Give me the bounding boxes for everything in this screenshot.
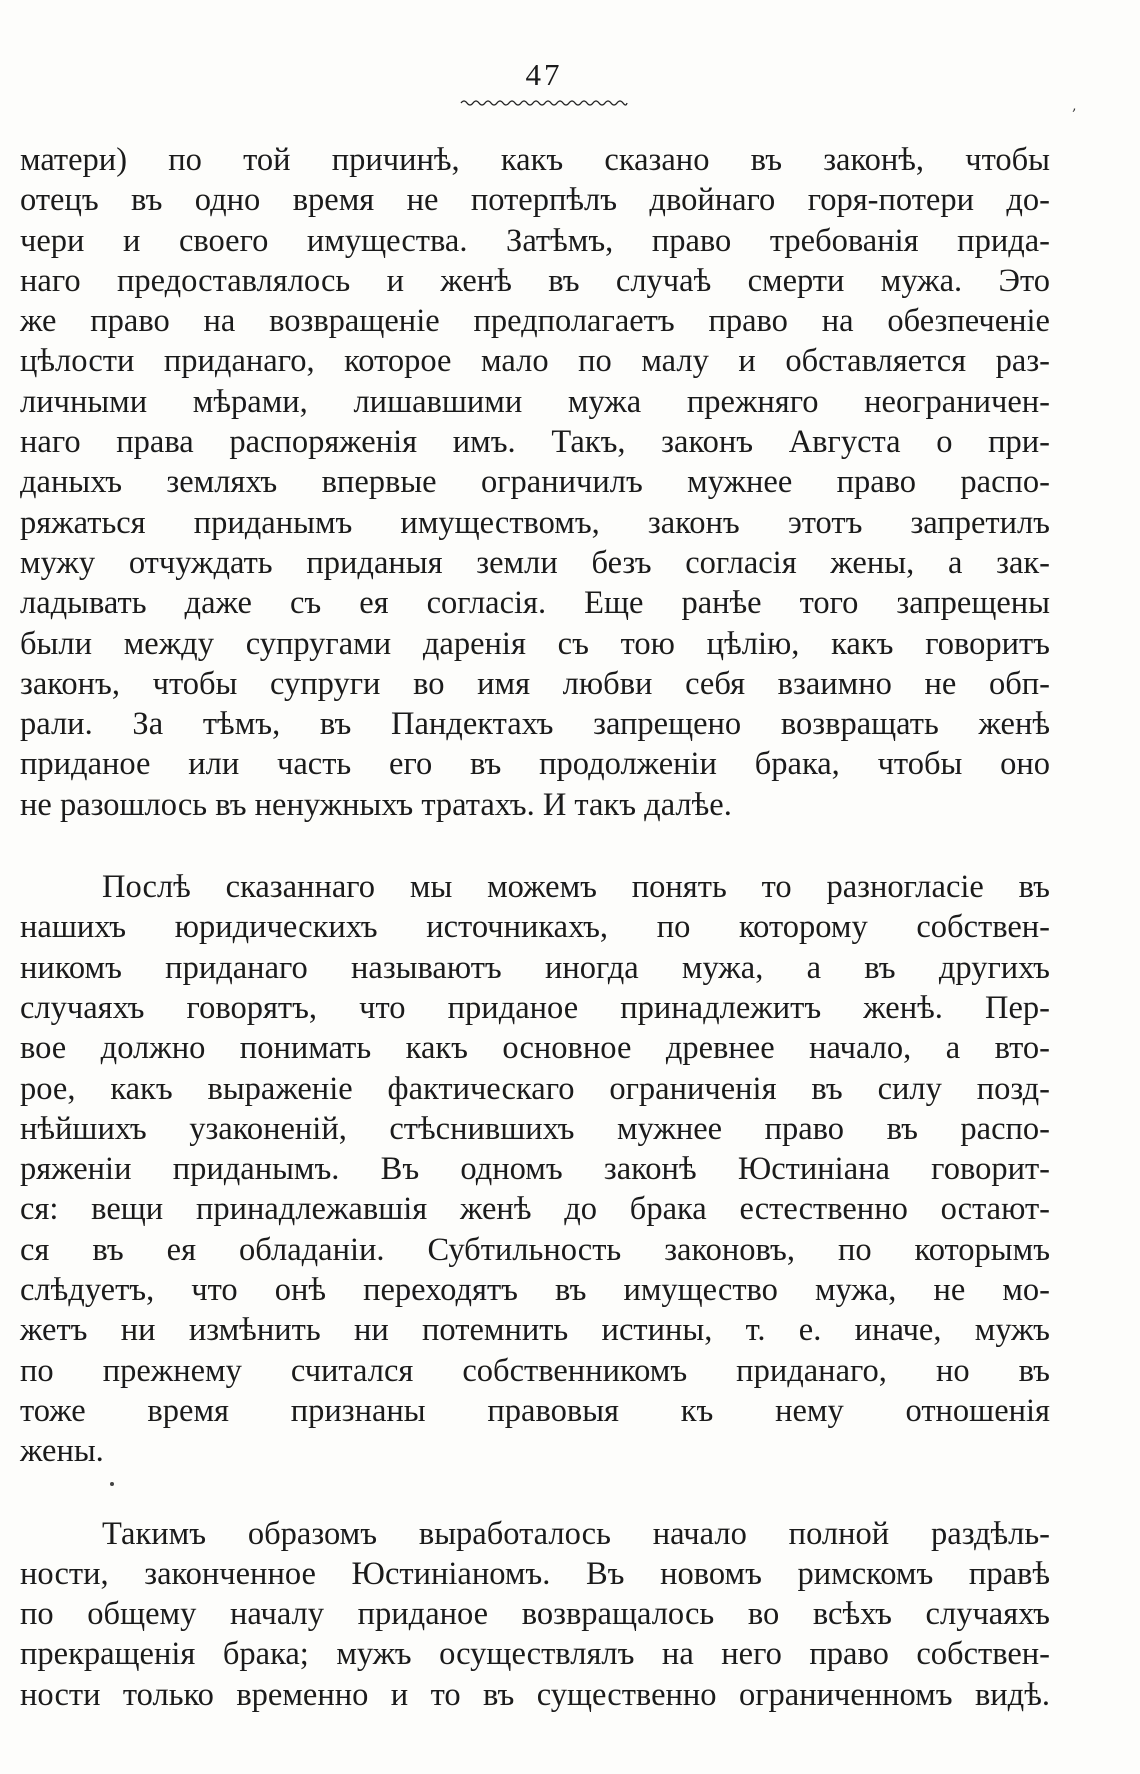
text-line: чери и своего имущества. Затѣмъ, право требованія прида- <box>20 222 1050 259</box>
paragraph-gap <box>20 1472 1050 1514</box>
text-line: ся: вещи принадлежавшія женѣ до брака естественно остают- <box>20 1191 1050 1228</box>
text-line: мужу отчуждать приданыя земли безъ согласія жены, а зак- <box>20 544 1050 581</box>
text-line: ся въ ея обладаніи. Субтильность законовъ, по которымъ <box>20 1231 1050 1268</box>
text-line: не разошлось въ ненужныхъ тратахъ. И такъ далѣе. <box>20 786 732 823</box>
paragraph-gap <box>20 825 1050 867</box>
text-line: Такимъ образомъ выработалось начало полной раздѣль- <box>102 1515 1050 1552</box>
text-line: же право на возвращеніе предполагаетъ право на обезпеченіе <box>20 303 1050 340</box>
wavy-rule-ornament <box>459 98 629 108</box>
text-line: рое, какъ выраженіе фактическаго ограниченія въ силу позд- <box>20 1070 1050 1107</box>
text-line: нашихъ юридическихъ источникахъ, по которому собствен- <box>20 909 1050 946</box>
text-line: Послѣ сказаннаго мы можемъ понять то разногласіе въ <box>102 869 1050 906</box>
body-text <box>20 140 1050 1715</box>
text-line: приданое или часть его въ продолженіи брака, чтобы оно <box>20 746 1050 783</box>
text-line: ности, законченное Юстиніаномъ. Въ новомъ римскомъ правѣ <box>20 1555 1050 1592</box>
page-number: 47 <box>525 57 563 92</box>
stray-print-mark: ‚ <box>1072 98 1077 114</box>
text-line: слѣдуетъ, что онѣ переходятъ въ имущество мужа, не мо- <box>20 1272 1050 1309</box>
text-line: жены. <box>20 1433 104 1470</box>
text-line: личными мѣрами, лишавшими мужа прежняго неограничен- <box>20 383 1050 420</box>
text-line: прекращенія брака; мужъ осуществлялъ на него право собствен- <box>20 1636 1050 1673</box>
text-line: случаяхъ говорятъ, что приданое принадлежитъ женѣ. Пер- <box>20 989 1050 1026</box>
paragraph-1 <box>20 140 1050 825</box>
text-line: ряженіи приданымъ. Въ одномъ законѣ Юстиніана говорит- <box>20 1151 1050 1188</box>
text-line: наго права распоряженія имъ. Такъ, законъ Августа о при- <box>20 424 1050 461</box>
text-line: жетъ ни измѣнить ни потемнить истины, т. е. иначе, мужъ <box>20 1312 1050 1349</box>
text-line: ряжаться приданымъ имуществомъ, законъ этотъ запретилъ <box>20 504 1050 541</box>
text-line: законъ, чтобы супруги во имя любви себя взаимно не обп- <box>20 665 1050 702</box>
text-line: рали. За тѣмъ, въ Пандектахъ запрещено возвращать женѣ <box>20 706 1050 743</box>
text-line: матери) по той причинѣ, какъ сказано въ законѣ, чтобы <box>20 142 1050 178</box>
text-line: по общему началу приданое возвращалось во всѣхъ случаяхъ <box>20 1596 1050 1633</box>
text-line: цѣлости приданаго, которое мало по малу и обставляется раз- <box>20 343 1050 380</box>
text-line: тоже время признаны правовыя къ нему отношенія <box>20 1392 1050 1429</box>
text-line: были между супругами даренія съ тою цѣлію, какъ говоритъ <box>20 625 1050 662</box>
text-line: по прежнему считался собственникомъ приданаго, но въ <box>20 1352 1050 1389</box>
text-line: наго предоставлялось и женѣ въ случаѣ смерти мужа. Это <box>20 262 1050 299</box>
text-line: отецъ въ одно время не потерпѣлъ двойнаго горя-потери до- <box>20 182 1050 219</box>
page-header <box>0 58 1140 108</box>
stray-dot-mark <box>110 1482 114 1486</box>
paragraph-2 <box>20 867 1050 1471</box>
text-line: ладывать даже съ ея согласія. Еще ранѣе того запрещены <box>20 585 1050 622</box>
text-line: нѣйшихъ узаконеній, стѣснившихъ мужнее право въ распо- <box>20 1110 1050 1147</box>
paragraph-3 <box>20 1514 1050 1715</box>
text-line: никомъ приданаго называютъ иногда мужа, а въ другихъ <box>20 949 1050 986</box>
text-line: даныхъ земляхъ впервые ограничилъ мужнее право распо- <box>20 464 1050 501</box>
text-line: вое должно понимать какъ основное древнее начало, а вто- <box>20 1030 1050 1067</box>
text-line: ности только временно и то въ существенно ограниченномъ видѣ. <box>20 1676 1050 1713</box>
